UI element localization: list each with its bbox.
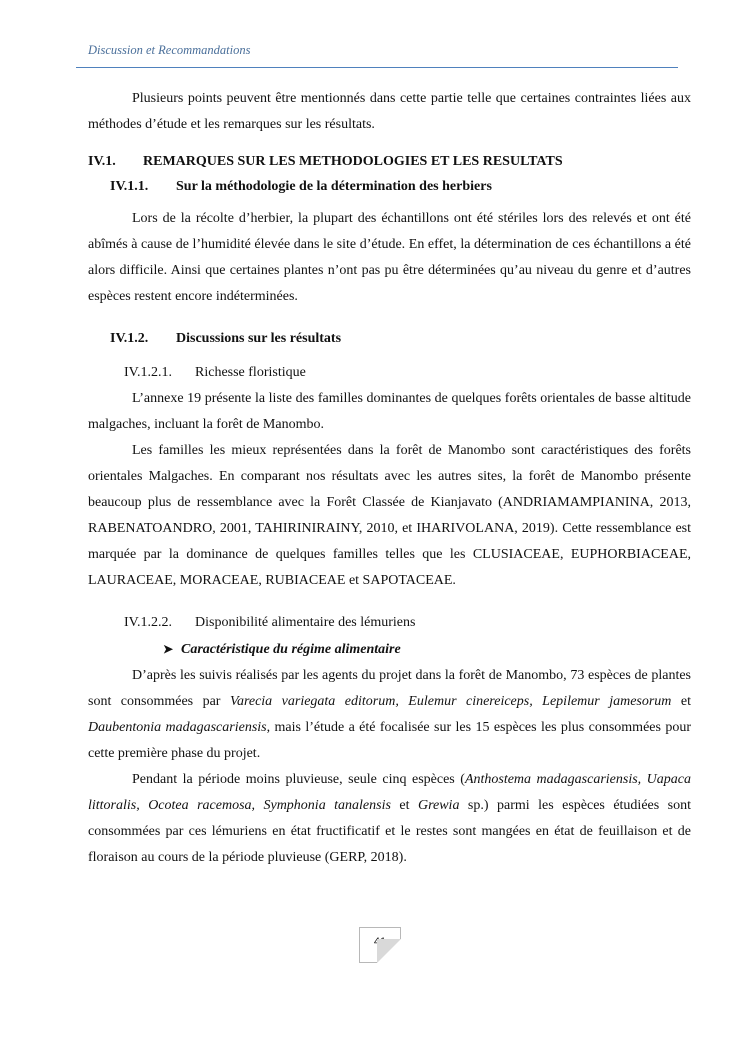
bullet-text: Caractéristique du régime alimentaire — [181, 642, 401, 657]
subsection-title: Sur la méthodologie de la détermination des herbiers — [176, 179, 492, 194]
subsubsection-heading-iv121 — [88, 360, 691, 386]
subsection-number: IV.1.1. — [110, 179, 149, 194]
species-name: Daubentonia madagascariensis — [88, 720, 267, 735]
text-run: D’après les suivis réalisés par les agents du projet dans la forêt de Manombo, 73 espèces de plantes sont consommées par — [88, 668, 691, 709]
season-paragraph — [88, 767, 691, 871]
section-title: REMARQUES SUR LES METHODOLOGIES ET LES RESULTATS — [143, 154, 563, 169]
subsubsection-number: IV.1.2.2. — [124, 615, 172, 630]
richesse-paragraph-1: L’annexe 19 présente la liste des familles dominantes de quelques forêts orientales de basse altitude malgaches, incluant la forêt de Manombo. — [88, 391, 691, 432]
subsubsection-heading-iv122 — [88, 610, 691, 636]
subsubsection-number: IV.1.2.1. — [124, 365, 172, 380]
methodology-paragraph: Lors de la récolte d’herbier, la plupart des échantillons ont été stériles lors des relevés et ont été abîmés à cause de l’humidité élevée dans le site d’étude. En effet, la détermination de ces échantillons a été alors difficile. Ainsi que certaines plantes n’ont pas pu être déterminées qu’au niveau du genre et d’autres espèces restent encore indéterminées. — [88, 211, 691, 304]
subsection-heading-iv11 — [88, 174, 691, 200]
intro-paragraph: Plusieurs points peuvent être mentionnés dans cette partie telle que certaines contraintes liées aux méthodes d’étude et les remarques sur les résultats. — [88, 91, 691, 132]
text-run: et — [390, 798, 418, 813]
section-number: IV.1. — [88, 154, 116, 169]
subsection-heading-iv12 — [88, 326, 691, 352]
page-number-box — [359, 927, 401, 963]
species-name: Grewia — [417, 798, 460, 813]
page-body — [88, 86, 691, 871]
running-header: Discussion et Recommandations — [88, 43, 251, 57]
subsection-title: Discussions sur les résultats — [176, 331, 342, 346]
page-number: 41 — [373, 936, 387, 948]
subsubsection-title: Disponibilité alimentaire des lémuriens — [195, 615, 416, 630]
section-heading-iv1 — [88, 150, 691, 174]
subsection-number: IV.1.2. — [110, 331, 149, 346]
bullet-item — [88, 636, 691, 663]
header-rule — [76, 67, 678, 68]
text-run: , mais l’étude a été focalisée sur les 15 espèces les plus consommées pour cette première phase du projet. — [88, 720, 691, 761]
species-names: Anthostema madagascariensis, Uapaca littoralis, Ocotea racemosa, Symphonia tanalensis — [88, 772, 691, 813]
diet-paragraph — [88, 663, 691, 767]
text-run: sp.) parmi les espèces étudiées sont consommées par ces lémuriens en état fructificatif et le restes sont mangées en état de feuillaison et de floraison au cours de la période pluvieuse (GERP, 2018). — [88, 798, 691, 865]
subsubsection-title: Richesse floristique — [195, 365, 306, 380]
arrow-bullet-icon: ➤ — [163, 642, 174, 656]
species-names: Varecia variegata editorum, Eulemur cinereiceps, Lepilemur jamesorum — [229, 694, 672, 709]
richesse-paragraph-2: Les familles les mieux représentées dans la forêt de Manombo sont caractéristiques des forêts orientales Malgaches. En comparant nos résultats avec les autres sites, la forêt de Manombo présente beaucoup plus de ressemblance avec la Forêt Classée de Kianjavato (ANDRIAMAMPIANINA, 2013, RABENATOANDRO, 2001, TAHIRINIRAINY, 2010, et IHARIVOLANA, 2019). Cette ressemblance est marquée par la dominance de quelques familles telles que les CLUSIACEAE, EUPHORBIACEAE, LAURACEAE, MORACEAE, RUBIACEAE et SAPOTACEAE. — [88, 443, 691, 588]
page-curl-icon — [377, 939, 401, 963]
text-run: Pendant la période moins pluvieuse, seule cinq espèces ( — [132, 772, 465, 787]
text-run: et — [671, 694, 691, 709]
